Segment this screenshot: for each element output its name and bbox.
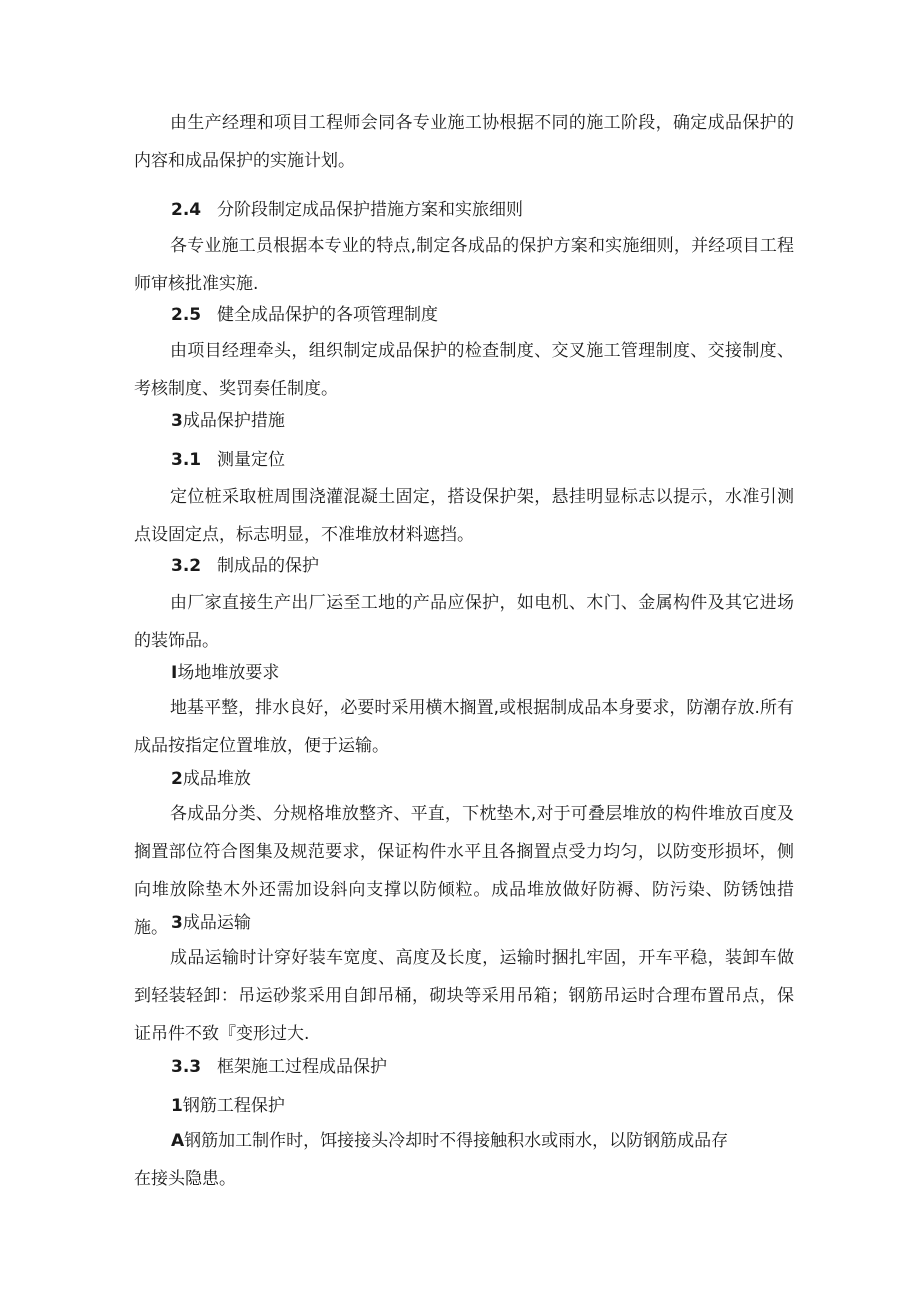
heading-number: 3 [171, 411, 183, 431]
heading-text: 测量定位 [217, 450, 285, 470]
subheading-number: 3 [171, 913, 183, 933]
heading-number: 3.1 [171, 450, 202, 470]
heading-2-4 [171, 196, 523, 224]
subheading-product-stacking [171, 765, 251, 793]
paragraph-stacking-details: 各成品分类、分规格堆放整齐、平直，下枕垫木,对于可叠层堆放的构件堆放百度及搁置部位符合图集及规范要求，保证构件水平且各搁置点受力均匀，以防变形损坏，侧向堆放除垫木外还需加设斜向支撑以防倾粒。成品堆放做好防褥、防污染、防锈蚀措施。 [134, 804, 794, 938]
item-letter: A [171, 1131, 185, 1151]
subheading-text: 成品堆放 [182, 769, 251, 789]
heading-3-2 [171, 552, 319, 580]
item-a-rebar-processing [171, 1127, 728, 1155]
paragraph-survey-positioning: 定位桩采取桩周围浇灌混凝土固定，搭设保护架，悬挂明显标志以提示，水准引测点设固定点，标志明显，不准堆放材料遮挡。 [134, 487, 794, 545]
heading-text: 框架施工过程成品保护 [217, 1057, 387, 1077]
paragraph-site-requirements: 地基平整，排水良好，必要时采用横木搁置,或根据制成品本身要求，防潮存放.所有成品按指定位置堆放，便于运输。 [134, 698, 794, 756]
paragraph-protection-scheme: 各专业施工员根据本专业的特点,制定各成品的保护方案和实施细则，并经项目工程师审核批准实施. [134, 236, 794, 294]
item-text: 钢筋加工制作时，饵接接头冷却时不得接触积水或雨水，以防钢筋成品存 [184, 1131, 729, 1151]
subheading-number: 1 [171, 1096, 183, 1116]
subheading-text: 钢筋工程保护 [182, 1096, 285, 1116]
heading-3-1 [171, 446, 285, 474]
heading-text: 成品保护措施 [182, 411, 285, 431]
paragraph-factory-products: 由厂家直接生产出厂运至工地的产品应保护，如电机、木门、金属构件及其它进场的装饰品。 [134, 593, 794, 651]
subheading-number: 2 [171, 769, 183, 789]
heading-text: 分阶段制定成品保护措施方案和实旅细则 [217, 200, 523, 220]
paragraph-management-system: 由项目经理牵头，组织制定成品保护的检查制度、交叉施工管理制度、交接制度、考核制度、奖罚奏任制度。 [134, 341, 794, 399]
subheading-text: 成品运输 [182, 913, 251, 933]
heading-3 [171, 407, 285, 435]
heading-number: 2.5 [171, 305, 202, 325]
heading-number: 2.4 [171, 200, 202, 220]
heading-text: 健全成品保护的各项管理制度 [217, 305, 438, 325]
heading-number: 3.2 [171, 556, 202, 576]
heading-text: 制成品的保护 [217, 556, 319, 576]
subheading-text: 场地堆放要求 [177, 663, 280, 683]
item-a-continuation: 在接头隐患。 [134, 1169, 236, 1189]
paragraph-transport-details: 成品运输时计穿好装车宽度、高度及长度，运输时捆扎牢固，开车平稳，装卸车做到轻装轻卸：吊运砂浆采用自卸吊桶，砌块等采用吊箱；钢筋吊运时合理布置吊点，保证吊件不致『变形过大. [134, 948, 794, 1044]
heading-2-5 [171, 301, 438, 329]
heading-3-3 [171, 1053, 387, 1081]
heading-number: 3.3 [171, 1057, 202, 1077]
subheading-number: I [171, 663, 178, 683]
subheading-product-transport [171, 909, 251, 937]
paragraph-production-plan: 由生产经理和项目工程师会同各专业施工协根据不同的施工阶段，确定成品保护的内容和成品保护的实施计划。 [134, 113, 794, 171]
subheading-site-stacking [171, 659, 279, 687]
subheading-rebar-protection [171, 1092, 285, 1120]
